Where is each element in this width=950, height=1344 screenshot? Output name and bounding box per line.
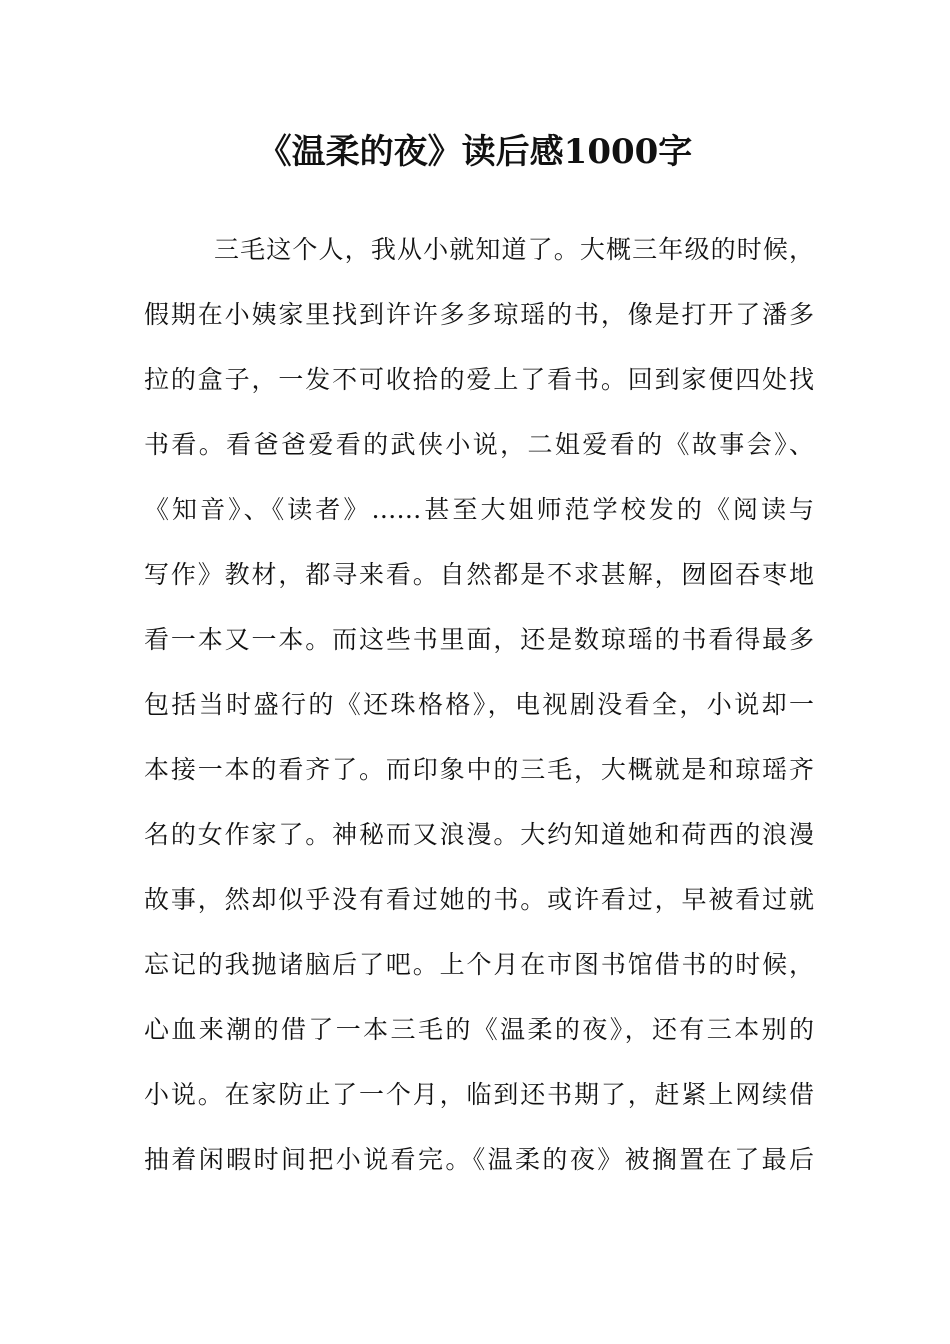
paragraph-line: 包括当时盛行的《还珠格格》，电视剧没看全，小说却一: [144, 690, 814, 719]
paragraph-line: 心血来潮的借了一本三毛的《温柔的夜》，还有三本别的: [144, 1015, 814, 1044]
paragraph-line: 假期在小姨家里找到许许多多琼瑶的书，像是打开了潘多: [144, 300, 814, 329]
paragraph-line: 《知音》、《读者》……甚至大姐师范学校发的《阅读与: [144, 495, 814, 524]
paragraph-line: 小说。在家防止了一个月，临到还书期了，赶紧上网续借: [144, 1080, 814, 1109]
paragraph-line: 忘记的我抛诸脑后了吧。上个月在市图书馆借书的时候，: [144, 950, 814, 979]
document-body: [144, 222, 814, 1197]
paragraph-line: 书看。看爸爸爱看的武侠小说，二姐爱看的《故事会》、: [144, 430, 814, 459]
paragraph-line: 名的女作家了。神秘而又浪漫。大约知道她和荷西的浪漫: [144, 820, 814, 849]
paragraph-line: 写作》教材，都寻来看。自然都是不求甚解，囫囵吞枣地: [144, 560, 814, 589]
paragraph-line: 拉的盒子，一发不可收拾的爱上了看书。回到家便四处找: [144, 365, 814, 394]
paragraph-line: 抽着闲暇时间把小说看完。《温柔的夜》被搁置在了最后: [144, 1145, 814, 1174]
paragraph-line: 看一本又一本。而这些书里面，还是数琼瑶的书看得最多: [144, 625, 814, 654]
paragraph-line: 故事，然却似乎没有看过她的书。或许看过，早被看过就: [144, 885, 814, 914]
paragraph-line: 本接一本的看齐了。而印象中的三毛，大概就是和琼瑶齐: [144, 755, 814, 784]
paragraph-line: 三毛这个人，我从小就知道了。大概三年级的时候，: [214, 235, 814, 264]
document-title: 《温柔的夜》读后感1000字: [257, 132, 693, 172]
